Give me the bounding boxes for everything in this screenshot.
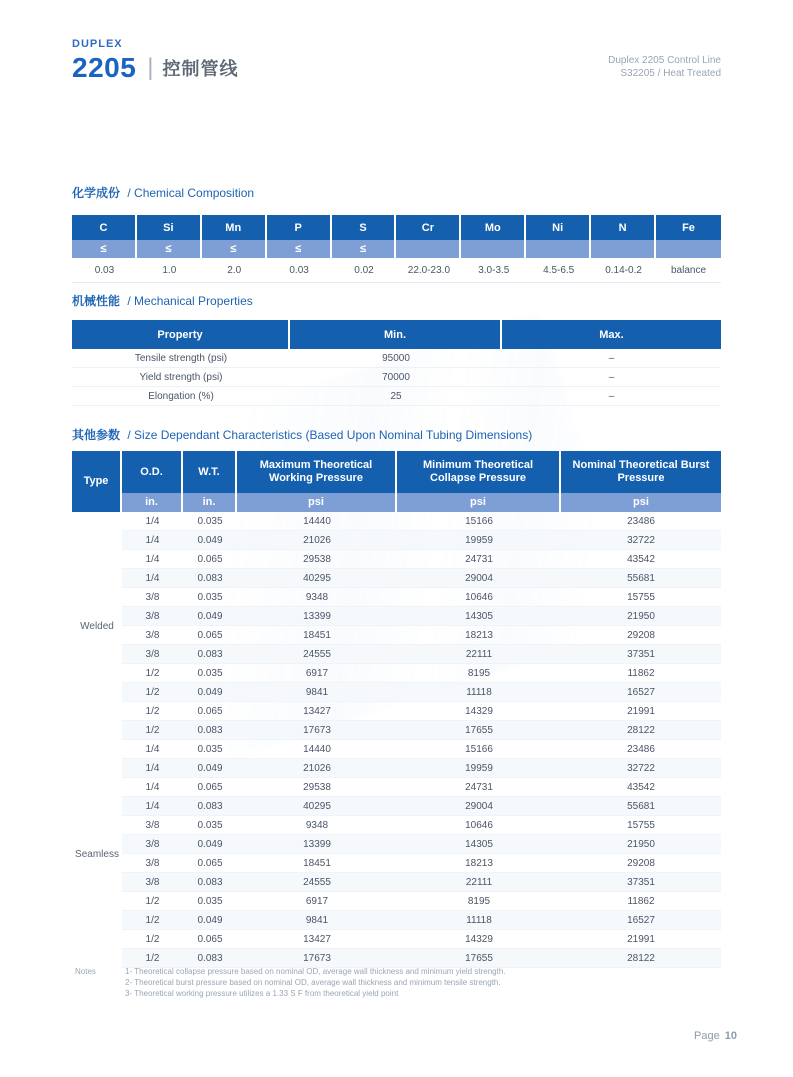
size-value-cell: 23486 (561, 512, 721, 531)
size-value-cell: 13427 (237, 702, 397, 721)
size-value-cell: 14305 (397, 607, 561, 626)
size-value-cell: 43542 (561, 778, 721, 797)
mechanical-title-cn: 机械性能 (72, 294, 121, 308)
size-value-cell: 9841 (237, 683, 397, 702)
size-unit-od: in. (122, 493, 183, 512)
size-title-en: / Size Dependant Characteristics (Based Upon Nominal Tubing Dimensions) (127, 428, 533, 442)
size-value-cell: 0.035 (183, 588, 237, 607)
size-col-header-collapse-pressure: Minimum Theoretical Collapse Pressure (397, 451, 561, 493)
size-value-cell: 11862 (561, 664, 721, 683)
size-value-cell: 0.083 (183, 721, 237, 740)
note-item-2: 2- Theoretical burst pressure based on nominal OD, average wall thickness and minimum tensile strength. (125, 978, 501, 987)
size-value-cell: 3/8 (122, 816, 183, 835)
chem-value-cell: 1.0 (137, 258, 202, 283)
chemical-limit-row (72, 240, 721, 258)
size-col-header-type: Type (72, 451, 122, 512)
size-value-cell: 1/4 (122, 550, 183, 569)
size-value-cell: 18213 (397, 626, 561, 645)
size-value-cell: 21026 (237, 531, 397, 550)
size-value-cell: 3/8 (122, 645, 183, 664)
size-value-cell: 3/8 (122, 607, 183, 626)
size-characteristics-table (72, 451, 721, 968)
mech-property-cell: Elongation (%) (72, 387, 290, 406)
notes-label: Notes (75, 967, 96, 976)
size-value-cell: 24555 (237, 873, 397, 892)
size-value-cell: 10646 (397, 588, 561, 607)
table-row (72, 797, 721, 816)
table-row (72, 721, 721, 740)
size-value-cell: 29004 (397, 797, 561, 816)
size-value-cell: 19959 (397, 531, 561, 550)
size-value-cell: 15755 (561, 588, 721, 607)
table-row (72, 626, 721, 645)
chemical-section-title (72, 185, 721, 201)
size-value-cell: 0.065 (183, 930, 237, 949)
table-row (72, 759, 721, 778)
chem-limit-cell: ≤ (202, 240, 267, 258)
chem-value-cell: 2.0 (202, 258, 267, 283)
size-value-cell: 37351 (561, 873, 721, 892)
size-value-cell: 3/8 (122, 588, 183, 607)
size-value-cell: 14440 (237, 512, 397, 531)
size-value-cell: 16527 (561, 911, 721, 930)
size-value-cell: 3/8 (122, 835, 183, 854)
size-value-cell: 13399 (237, 835, 397, 854)
size-value-cell: 1/2 (122, 892, 183, 911)
mechanical-title-en: / Mechanical Properties (127, 294, 253, 308)
chem-col-header: Mn (202, 215, 267, 240)
mechanical-properties-section (72, 293, 721, 406)
chem-limit-cell: ≤ (137, 240, 202, 258)
size-characteristics-section (72, 427, 721, 968)
mech-property-cell: Yield strength (psi) (72, 368, 290, 387)
chem-value-cell: 0.03 (267, 258, 332, 283)
size-value-cell: 24555 (237, 645, 397, 664)
size-value-cell: 1/4 (122, 512, 183, 531)
size-unit-wt: in. (183, 493, 237, 512)
brand-chinese-title: 控制管线 (162, 59, 239, 79)
size-type-label: Seamless (72, 740, 122, 968)
chem-limit-cell (591, 240, 656, 258)
size-value-cell: 37351 (561, 645, 721, 664)
size-value-cell: 40295 (237, 797, 397, 816)
size-value-cell: 14329 (397, 930, 561, 949)
size-unit-working: psi (237, 493, 397, 512)
chem-value-cell: 3.0-3.5 (461, 258, 526, 283)
size-value-cell: 0.035 (183, 740, 237, 759)
size-value-cell: 28122 (561, 949, 721, 968)
size-value-cell: 22111 (397, 645, 561, 664)
mech-value-cell: 25 (290, 387, 502, 406)
size-value-cell: 17655 (397, 721, 561, 740)
size-value-cell: 14329 (397, 702, 561, 721)
brand-divider: | (147, 54, 154, 81)
chem-limit-cell: ≤ (332, 240, 397, 258)
doc-ref-line1: Duplex 2205 Control Line (608, 55, 721, 66)
size-value-cell: 43542 (561, 550, 721, 569)
size-value-cell: 3/8 (122, 626, 183, 645)
chem-col-header: S (332, 215, 397, 240)
size-value-cell: 55681 (561, 569, 721, 588)
size-header-row (72, 451, 721, 493)
chem-limit-cell (526, 240, 591, 258)
size-value-cell: 0.035 (183, 892, 237, 911)
size-type-label: Welded (72, 512, 122, 740)
size-value-cell: 1/2 (122, 949, 183, 968)
chem-limit-cell (396, 240, 461, 258)
table-row (72, 512, 721, 531)
table-row (72, 816, 721, 835)
chemical-composition-table (72, 215, 721, 283)
notes-block (75, 966, 505, 999)
chem-col-header: Ni (526, 215, 591, 240)
size-value-cell: 21950 (561, 835, 721, 854)
brand-grade-number: 2205 (72, 52, 137, 83)
size-value-cell: 24731 (397, 550, 561, 569)
size-value-cell: 1/2 (122, 930, 183, 949)
brand-block (72, 38, 239, 84)
size-value-cell: 21991 (561, 702, 721, 721)
size-value-cell: 15166 (397, 740, 561, 759)
size-value-cell: 29208 (561, 626, 721, 645)
size-value-cell: 14440 (237, 740, 397, 759)
table-row (72, 531, 721, 550)
size-value-cell: 0.083 (183, 797, 237, 816)
size-title-cn: 其他参数 (72, 428, 121, 442)
page-number: 10 (724, 1030, 737, 1042)
size-value-cell: 0.065 (183, 702, 237, 721)
mechanical-header-row (72, 320, 721, 349)
size-value-cell: 1/2 (122, 721, 183, 740)
mech-value-cell: – (502, 387, 721, 406)
table-row (72, 349, 721, 368)
table-row (72, 588, 721, 607)
mech-value-cell: – (502, 368, 721, 387)
size-value-cell: 1/2 (122, 911, 183, 930)
mech-value-cell: 70000 (290, 368, 502, 387)
size-value-cell: 0.083 (183, 645, 237, 664)
size-value-cell: 40295 (237, 569, 397, 588)
document-reference (608, 38, 721, 80)
size-col-header-od: O.D. (122, 451, 183, 493)
size-value-cell: 0.065 (183, 778, 237, 797)
size-value-cell: 14305 (397, 835, 561, 854)
size-value-cell: 55681 (561, 797, 721, 816)
size-value-cell: 17655 (397, 949, 561, 968)
size-value-cell: 29538 (237, 550, 397, 569)
size-value-cell: 16527 (561, 683, 721, 702)
size-value-cell: 17673 (237, 949, 397, 968)
chemical-composition-section (72, 185, 721, 283)
mech-value-cell: – (502, 349, 721, 368)
size-value-cell: 15166 (397, 512, 561, 531)
table-row (72, 740, 721, 759)
size-value-cell: 21991 (561, 930, 721, 949)
note-item-3: 3- Theoretical working pressure utilizes a 1.33 S F from theoretical yield point (125, 989, 399, 998)
table-row (72, 387, 721, 406)
notes-items (125, 966, 505, 999)
size-value-cell: 21950 (561, 607, 721, 626)
size-value-cell: 0.049 (183, 683, 237, 702)
size-value-cell: 1/4 (122, 569, 183, 588)
chem-limit-cell (656, 240, 721, 258)
size-value-cell: 1/4 (122, 531, 183, 550)
mech-col-header: Max. (502, 320, 721, 349)
size-value-cell: 0.083 (183, 949, 237, 968)
size-value-cell: 18213 (397, 854, 561, 873)
size-value-cell: 6917 (237, 892, 397, 911)
size-value-cell: 29208 (561, 854, 721, 873)
size-col-header-wt: W.T. (183, 451, 237, 493)
chem-col-header: Si (137, 215, 202, 240)
chem-limit-cell: ≤ (72, 240, 137, 258)
size-value-cell: 0.065 (183, 626, 237, 645)
size-value-cell: 1/2 (122, 683, 183, 702)
size-value-cell: 11118 (397, 911, 561, 930)
size-unit-collapse: psi (397, 493, 561, 512)
table-row (72, 892, 721, 911)
size-value-cell: 8195 (397, 664, 561, 683)
table-row (72, 854, 721, 873)
brand-title-line (72, 52, 239, 84)
size-value-cell: 13427 (237, 930, 397, 949)
table-row (72, 835, 721, 854)
chem-value-cell: 0.14-0.2 (591, 258, 656, 283)
doc-ref-line2: S32205 / Heat Treated (620, 68, 721, 79)
mechanical-section-title (72, 293, 721, 309)
table-row (72, 911, 721, 930)
size-value-cell: 1/4 (122, 740, 183, 759)
chemical-title-en: / Chemical Composition (127, 186, 255, 200)
size-value-cell: 1/4 (122, 797, 183, 816)
size-value-cell: 8195 (397, 892, 561, 911)
mech-col-header: Property (72, 320, 290, 349)
size-value-cell: 0.049 (183, 759, 237, 778)
size-value-cell: 21026 (237, 759, 397, 778)
table-row (72, 873, 721, 892)
mech-value-cell: 95000 (290, 349, 502, 368)
size-value-cell: 23486 (561, 740, 721, 759)
size-value-cell: 3/8 (122, 854, 183, 873)
size-value-cell: 22111 (397, 873, 561, 892)
chem-value-cell: 0.02 (332, 258, 397, 283)
table-row (72, 702, 721, 721)
chemical-values-row (72, 258, 721, 283)
size-value-cell: 0.065 (183, 854, 237, 873)
size-value-cell: 24731 (397, 778, 561, 797)
brand-duplex-label: DUPLEX (72, 38, 123, 50)
size-value-cell: 32722 (561, 531, 721, 550)
chemical-title-cn: 化学成份 (72, 186, 121, 200)
size-value-cell: 0.049 (183, 835, 237, 854)
table-row (72, 607, 721, 626)
chem-col-header: P (267, 215, 332, 240)
mech-col-header: Min. (290, 320, 502, 349)
chemical-header-row (72, 215, 721, 240)
size-value-cell: 13399 (237, 607, 397, 626)
chem-value-cell: balance (656, 258, 721, 283)
size-value-cell: 9841 (237, 911, 397, 930)
chem-limit-cell (461, 240, 526, 258)
size-value-cell: 0.049 (183, 531, 237, 550)
size-value-cell: 0.035 (183, 664, 237, 683)
size-value-cell: 28122 (561, 721, 721, 740)
size-value-cell: 3/8 (122, 873, 183, 892)
size-value-cell: 29538 (237, 778, 397, 797)
size-value-cell: 0.035 (183, 512, 237, 531)
size-value-cell: 18451 (237, 854, 397, 873)
size-value-cell: 18451 (237, 626, 397, 645)
chem-col-header: Fe (656, 215, 721, 240)
size-value-cell: 17673 (237, 721, 397, 740)
size-value-cell: 1/4 (122, 759, 183, 778)
table-row (72, 569, 721, 588)
size-value-cell: 11862 (561, 892, 721, 911)
size-value-cell: 11118 (397, 683, 561, 702)
size-value-cell: 1/4 (122, 778, 183, 797)
table-row (72, 664, 721, 683)
chem-col-header: N (591, 215, 656, 240)
table-row (72, 930, 721, 949)
table-row (72, 645, 721, 664)
size-value-cell: 32722 (561, 759, 721, 778)
size-value-cell: 6917 (237, 664, 397, 683)
mech-property-cell: Tensile strength (psi) (72, 349, 290, 368)
size-value-cell: 9348 (237, 816, 397, 835)
table-row (72, 550, 721, 569)
note-item-1: 1- Theoretical collapse pressure based on nominal OD, average wall thickness and minimum yield strength. (125, 967, 506, 976)
size-value-cell: 1/2 (122, 702, 183, 721)
table-row (72, 368, 721, 387)
size-unit-burst: psi (561, 493, 721, 512)
size-section-title (72, 427, 721, 443)
size-value-cell: 0.083 (183, 873, 237, 892)
size-value-cell: 0.065 (183, 550, 237, 569)
mechanical-properties-table (72, 320, 721, 406)
chem-col-header: C (72, 215, 137, 240)
size-value-cell: 0.035 (183, 816, 237, 835)
size-col-header-working-pressure: Maximum Theoretical Working Pressure (237, 451, 397, 493)
chem-col-header: Mo (461, 215, 526, 240)
size-value-cell: 0.083 (183, 569, 237, 588)
page-footer (694, 1030, 737, 1042)
table-row (72, 683, 721, 702)
chem-value-cell: 22.0-23.0 (396, 258, 461, 283)
size-value-cell: 19959 (397, 759, 561, 778)
size-value-cell: 1/2 (122, 664, 183, 683)
chem-value-cell: 0.03 (72, 258, 137, 283)
chem-limit-cell: ≤ (267, 240, 332, 258)
size-value-cell: 0.049 (183, 607, 237, 626)
size-value-cell: 9348 (237, 588, 397, 607)
table-row (72, 778, 721, 797)
page-header (72, 38, 721, 84)
chem-value-cell: 4.5-6.5 (526, 258, 591, 283)
page-label: Page (694, 1030, 720, 1042)
size-units-row (72, 493, 721, 512)
chem-col-header: Cr (396, 215, 461, 240)
size-value-cell: 0.049 (183, 911, 237, 930)
size-value-cell: 10646 (397, 816, 561, 835)
size-col-header-burst-pressure: Nominal Theoretical Burst Pressure (561, 451, 721, 493)
size-value-cell: 29004 (397, 569, 561, 588)
size-value-cell: 15755 (561, 816, 721, 835)
